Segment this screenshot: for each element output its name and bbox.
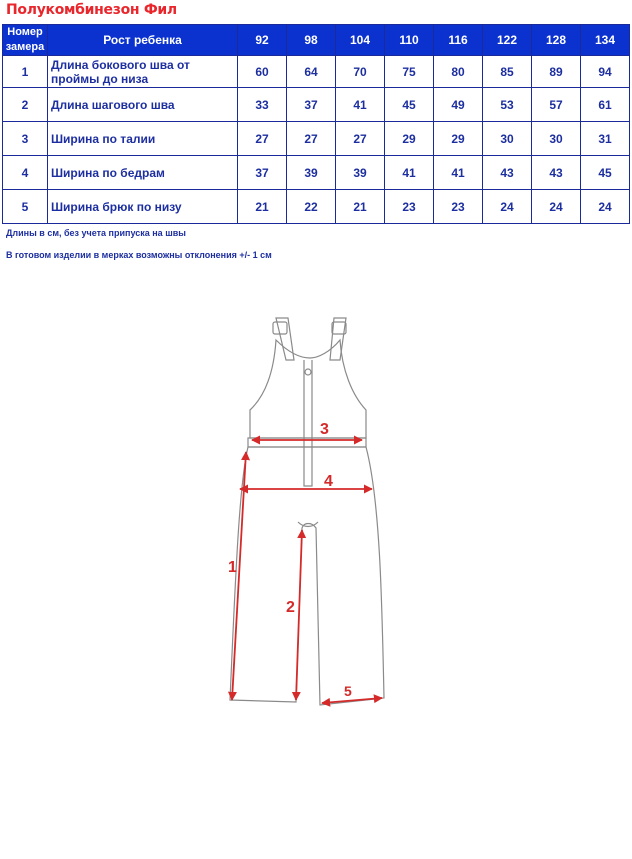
cell-value: 37 [238, 156, 287, 190]
left-strap [276, 318, 294, 360]
cell-value: 85 [483, 56, 532, 88]
row-number: 2 [3, 88, 48, 122]
header-measure-number [3, 25, 48, 56]
cell-value: 30 [483, 122, 532, 156]
measure-label-3: 3 [320, 421, 329, 438]
measure-label-1: 1 [228, 559, 237, 576]
left-buckle [273, 322, 287, 334]
cell-value: 33 [238, 88, 287, 122]
cell-value: 43 [532, 156, 581, 190]
cell-value: 53 [483, 88, 532, 122]
measure-label-4: 4 [324, 473, 333, 490]
header-size: 116 [434, 25, 483, 56]
cell-value: 89 [532, 56, 581, 88]
row-number: 4 [3, 156, 48, 190]
cell-value: 27 [287, 122, 336, 156]
cell-value: 45 [581, 156, 630, 190]
note-lengths: Длины в см, без учета припуска на швы [6, 228, 186, 238]
cell-value: 30 [532, 122, 581, 156]
row-label: Ширина по бедрам [48, 156, 238, 190]
measure-line-1 [232, 452, 246, 700]
cell-value: 23 [385, 190, 434, 224]
row-label: Ширина брюк по низу [48, 190, 238, 224]
cell-value: 61 [581, 88, 630, 122]
header-child-height: Рост ребенка [48, 25, 238, 56]
cell-value: 45 [385, 88, 434, 122]
header-size: 128 [532, 25, 581, 56]
size-table [2, 24, 630, 224]
table-row [3, 156, 630, 190]
measure-line-5 [322, 698, 382, 703]
measure-line-2 [296, 530, 302, 700]
measurement-labels [228, 421, 352, 699]
table-row [3, 56, 630, 88]
table-row [3, 122, 630, 156]
cell-value: 29 [385, 122, 434, 156]
cell-value: 21 [238, 190, 287, 224]
cell-value: 70 [336, 56, 385, 88]
bib [250, 340, 366, 438]
cell-value: 37 [287, 88, 336, 122]
cell-value: 39 [336, 156, 385, 190]
cell-value: 23 [434, 190, 483, 224]
cell-value: 75 [385, 56, 434, 88]
table-row [3, 190, 630, 224]
cell-value: 80 [434, 56, 483, 88]
header-num-line1: Номер [7, 26, 43, 38]
cell-value: 57 [532, 88, 581, 122]
cell-value: 41 [385, 156, 434, 190]
cell-value: 22 [287, 190, 336, 224]
row-label: Длина шагового шва [48, 88, 238, 122]
cell-value: 49 [434, 88, 483, 122]
header-size: 134 [581, 25, 630, 56]
row-number: 3 [3, 122, 48, 156]
page-title: Полукомбинезон Фил [6, 2, 177, 18]
row-label: Ширина по талии [48, 122, 238, 156]
row-label: Длина бокового шва от проймы до низа [48, 56, 238, 88]
header-size: 98 [287, 25, 336, 56]
row-number: 1 [3, 56, 48, 88]
zipper [304, 360, 312, 486]
cell-value: 31 [581, 122, 630, 156]
zipper-pull [305, 369, 311, 375]
overall-outline [230, 318, 384, 705]
header-size: 92 [238, 25, 287, 56]
cell-value: 60 [238, 56, 287, 88]
measurement-lines [232, 440, 382, 703]
cell-value: 94 [581, 56, 630, 88]
cell-value: 29 [434, 122, 483, 156]
table-row [3, 88, 630, 122]
cell-value: 27 [336, 122, 385, 156]
cell-value: 39 [287, 156, 336, 190]
overall-diagram [0, 300, 632, 720]
cell-value: 27 [238, 122, 287, 156]
cell-value: 41 [336, 88, 385, 122]
row-number: 5 [3, 190, 48, 224]
note-tolerance: В готовом изделии в мерках возможны отклонения +/- 1 см [6, 250, 272, 260]
header-num-line2: замера [5, 41, 45, 53]
header-size: 110 [385, 25, 434, 56]
table-header-row [3, 25, 630, 56]
measure-label-5: 5 [344, 683, 352, 699]
header-size: 104 [336, 25, 385, 56]
measure-label-2: 2 [286, 599, 295, 616]
header-size: 122 [483, 25, 532, 56]
cell-value: 41 [434, 156, 483, 190]
cell-value: 43 [483, 156, 532, 190]
cell-value: 64 [287, 56, 336, 88]
cell-value: 24 [532, 190, 581, 224]
cell-value: 21 [336, 190, 385, 224]
cell-value: 24 [483, 190, 532, 224]
cell-value: 24 [581, 190, 630, 224]
